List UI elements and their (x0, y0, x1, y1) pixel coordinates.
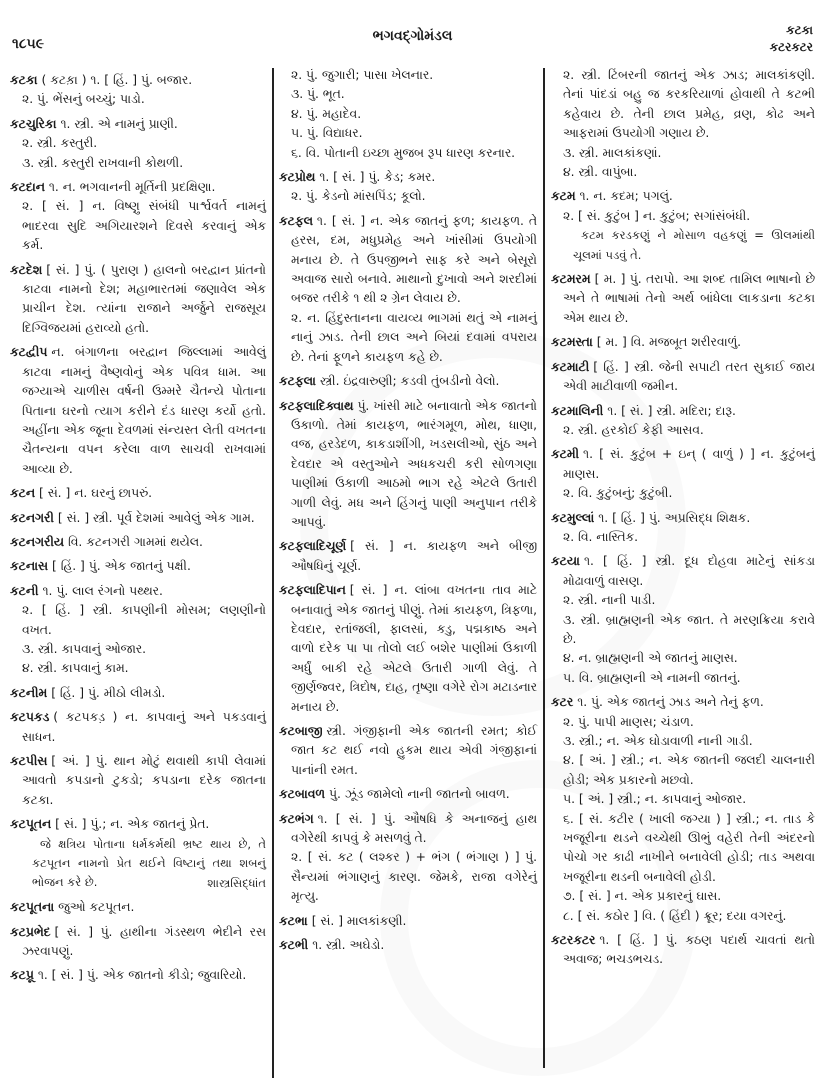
definition-text: ૫. વિ. બ્રાહ્મણની એ નામની જાતનું. (563, 670, 741, 685)
definition-text: ૨. સ્ત્રી. નાની પાડી. (563, 593, 656, 608)
dictionary-entry (551, 693, 815, 712)
entry-sense (551, 611, 815, 650)
entry-sense (279, 848, 537, 906)
dictionary-entry (10, 923, 266, 962)
entry-sense (10, 134, 266, 153)
definition-text: [ સં. ] ન. લાંબા વખતના તાવ માટે બનાવાતું એક જાતનું પીણું. તેમાં કાયફળ, ત્રિફળા, દેવદાર, રતાંજલી, ફાલસાં, કડુ, પદ્મકાષ્ઠ અને વાળો દરેક પા પા તોલો લઈ બશેર પાણીમાં ઉકાળી અર્ધું બાકી રહે એટલે ઉતારી ગાળી લેવું. તે જીર્ણજ્વર, ત્રિદોષ, દાહ, તૃષ્ણા વગેરે રોગ મટાડનાર મનાય છે. (291, 583, 537, 714)
guide-word-first: કટકા (786, 23, 813, 37)
headword: કટરકટર (551, 933, 596, 948)
entry-sense (551, 528, 815, 547)
headword: કટબાજી (279, 724, 323, 738)
entry-sense (10, 659, 266, 678)
dictionary-entry (279, 912, 537, 931)
entry-sense (551, 144, 815, 163)
dictionary-entry (551, 187, 815, 206)
entry-sense (279, 187, 537, 206)
definition-text: ૪. [ અં. ] સ્ત્રી.; ન. એક જાતની જલદી ચાલનારી હોડી; એક પ્રકારનો મછવો. (563, 753, 815, 787)
definition-text: [ અં. ] પું. થાન મોટું થવાથી કાપી લેવામાં આવતો કપડાનો ટુકડો; કપડાના દરેક જાતના કટકા. (22, 754, 266, 807)
definition-text: ૨. સ્ત્રી. ટિંબરની જાતનું એક ઝાડ; માલકાંકણી. તેનાં પાંદડાં બહુ જ કરકરિયાળાં હોવાથી તે કટભી કહેવાય છે. તેની છાલ પ્રમેહ, વ્રણ, કોઢ અને આફરામાં ઉપયોગી ગણાય છે. (563, 68, 815, 141)
headword: કટફલા (279, 374, 316, 389)
dictionary-entry (551, 270, 815, 328)
headword: કટમરમ (551, 272, 591, 287)
definition-text: [ સં. ] સ્ત્રી. પૂર્વ દેશમાં આવેલું એક ગામ. (57, 510, 255, 525)
definition-text: ૧. પું. એક જાતનું ઝાડ અને તેનું ફળ. (577, 695, 764, 710)
guide-word-last: કટરકટર (769, 40, 813, 54)
dictionary-entry (10, 966, 266, 985)
dictionary-entry (10, 752, 266, 810)
definition-text: ૫. [ અં. ] સ્ત્રી.; ન. કાપવાનું ઓજાર. (563, 792, 747, 807)
headword: કટમાટી (551, 359, 590, 374)
headword: કટપીસ (10, 754, 48, 768)
dictionary-entry (551, 445, 815, 484)
dictionary-entry (551, 333, 815, 352)
definition-text: [ સં. ] માલકાંકણી. (311, 913, 407, 928)
definition-text: ૨. [ સં. કુટુંબ ] ન. કુટુંબ; સગાંસંબંધી. (563, 208, 751, 223)
definition-text: ૪. સ્ત્રી. કાપવાનું કામ. (22, 661, 129, 676)
dictionary-entry (10, 115, 266, 134)
definition-text: ૧. સ્ત્રી. એ નામનું પ્રાણી. (60, 116, 178, 131)
entry-sense (10, 90, 266, 109)
definition-text: સ્ત્રી. ઇંદ્રવારુણી; કડવી તુંબડીનો વેલો. (319, 374, 500, 389)
definition-text: જુઓ કટપૂતન. (58, 900, 135, 915)
entry-sense (279, 144, 537, 163)
definition-text: ૭. [ સં. ] ન. એક પ્રકારનું ઘાસ. (563, 889, 722, 904)
headword: કટનગરી (10, 510, 54, 525)
headword: કટપકડ (10, 710, 50, 725)
definition-text: ૧. [ સં. ] ન. એક જાતનું ફળ; કાયફળ. તે હરસ, દમ, મધુપ્રમેહ અને ખાંસીમાં ઉપયોગી મનાય છે. તે ઉપજીભને સાફ કરે અને બેસૂરો અવાજ સારો બનાવે. માથાનો દુખાવો અને શરદીમાં બજર તરીકે ૧ થી ૨ ગ્રેન લેવાય છે. (291, 213, 537, 306)
entry-sense (551, 421, 815, 440)
dictionary-entry (10, 582, 266, 601)
page-number: ૧૮૫૯ (12, 36, 45, 52)
headword: કટનગરીય (10, 534, 64, 549)
headword: કટમાલિની (551, 403, 604, 418)
definition-text: ૧. [ સં. કુટુંબ + ઇન્ ( વાળું ) ] ન. કુટુંબનું માણસ. (563, 447, 815, 481)
definition-text: ૨. સ્ત્રી. કસ્તુરી. (22, 136, 98, 151)
headword: કટફલાદિપાન (279, 583, 346, 598)
column-1 (10, 66, 266, 986)
definition-text: [ મ. ] પું. તરાપો. આ શબ્દ તામિલ ભાષાનો છે અને તે ભાષામાં તેનો અર્થ બાંધેલા લાકડાના કટકા એમ થાય છે. (563, 272, 815, 325)
definition-text: ન. બંગાળના બરદ્વાન જિલ્લામાં આવેલું કાટવા નામનું વૈષ્ણવોનું એક પવિત્ર ધામ. આ જગ્યાએ ચાળીસ વર્ષની ઉમ્મરે ચૈતન્યે પોતાના પિતાના ઘરનો ત્યાગ કરીને દંડ ધારણ કર્યો હતો. અહીંના એક જૂના દેવળમાં સંન્યસ્ત લેતી વખતના ચૈતન્યના વપન કરેલા વાળ સાચવી રાખવામાં આવ્યા છે. (22, 345, 266, 476)
definition-text: કટમ કરડકણું ને મોસાળ વહકણું = ઊલમાંથી ચૂલમાં પડવું તે. (573, 228, 815, 262)
definition-text: ૩. સ્ત્રી. માલકાંકણાં. (563, 145, 662, 160)
entry-sense (551, 732, 815, 751)
definition-text: ૪. પું. મહાદેવ. (291, 106, 362, 121)
headword: કટયા (551, 554, 580, 569)
dictionary-entry (10, 71, 266, 90)
entry-sense (551, 887, 815, 906)
definition-text: ૨. સ્ત્રી. હરકોઈ કેફી આસવ. (563, 422, 704, 437)
headword: કટમસ્તા (551, 335, 593, 350)
dictionary-entry (10, 533, 266, 552)
dictionary-entry (10, 898, 266, 917)
headword: કટમ (551, 189, 576, 204)
definition-text: ૩. સ્ત્રી.; ન. એક ઘોડાવાળી નાની ગાડી. (563, 734, 753, 748)
column-divider (543, 68, 545, 1068)
column-3 (551, 66, 815, 970)
entry-sense (551, 484, 815, 503)
entry-sense (10, 197, 266, 255)
dictionary-entry (10, 684, 266, 703)
definition-text: [ સં. ] પું. હાથીના ગંડસ્થળ ભેદીને રસ ઝરવાપણું. (22, 924, 266, 959)
column-divider (272, 68, 274, 1078)
headword: કટચુરિકા (10, 116, 57, 131)
definition-text: ૧. [ સં. ] સ્ત્રી. મદિરા; દારૂ. (607, 403, 736, 418)
definition-text: પું. ખાંસી માટે બનાવાતો એક જાતનો ઉકાળો. તેમાં કાયફળ, ભારંગમૂળ, મોથ, ધાણા, વજ, હરડેદળ, કાકડાશીંગી, ખડસલીઓ, સુંઠ અને દેવદાર એ વસ્તુઓને અધકચરી કરી સોળગણા પાણીમાં ઉકાળી આઠમો ભાગ રહે એટલે ઉતારી ગાળી લેવું. મધ અને હિંગનું પાણી અનુપાન તરીકે આપવું. (291, 398, 537, 529)
headword: કટપ્રભેદ (10, 924, 51, 939)
definition-text: જે ક્ષત્રિય પોતાના ધર્મકર્મથી ભ્રષ્ટ થાય છે, તે કટપૂતન નામનો પ્રેત થઈને વિષ્ટાનું તથા શબનું ભોજન કરે છે. (32, 836, 266, 890)
headword: કટમી (551, 447, 580, 462)
headword: કટમુલ્લાં (551, 510, 595, 525)
definition-text: ૨. પું. પાપી માણસ; ચંડાળ. (563, 714, 694, 729)
definition-text: ૨. વિ. નાસ્તિક. (563, 529, 639, 544)
definition-text: ૧. [ સં. ] પું. ઔષધિ કે અનાજનું હાથ વગેરેથી કાપવું કે મસળવું તે. (291, 811, 537, 846)
headword: કટદેશ (10, 262, 43, 277)
definition-text: ૧. [ સં. ] પું. એક જાતનો કીડો; જુવારિયો. (37, 968, 247, 983)
definition-text: [ મ. ] વિ. મજબૂત શરીરવાળું. (596, 335, 742, 350)
dictionary-entry (279, 397, 537, 533)
definition-text: [ હિં. ] સ્ત્રી. જેની સપાટી તરત સુકાઈ જાય એવી માટીવાળી જમીન. (563, 359, 815, 394)
headword: કટકા (10, 73, 38, 87)
definition-text: વિ. કટનગરી ગામમાં થયેલ. (67, 534, 203, 549)
definition-text: [ સં. ] ન. ઘરનું છાપરું. (39, 486, 153, 501)
definition-text: પું. ઝૂંડ જામેલો નાની જાતનો બાવળ. (328, 787, 510, 802)
definition-text: ૨. [ સં. ] ન. વિષ્ણુ સંબંધી પાર્શ્વવર્ત નામનું ભાદરવા સુદિ અગિયારશને દિવસે કરવાનું એક કર્મ. (22, 199, 266, 253)
dictionary-entry (279, 810, 537, 849)
running-title: ભગવદ્ગોમંડલ (372, 28, 453, 44)
definition-text: [ સં. ] પું. ( પુરાણ ) હાલનો બરદ્વાન પ્રાંતનો કાટવા નામનો દેશ; મહાભારતમાં જણાવેલ એક પ્રાચીન દેશ. ત્યાંના રાજાને અર્જુને રાજસૂય દિગ્વિજયમાં હરાવ્યો હતો. (22, 262, 266, 335)
definition-text: સ્ત્રી. ગંજીફાની એક જાતની રમત; કોઈ જાત કટ થઈ નવો હુકમ થાય એવી ગંજીફાનાં પાનાંની રમત. (291, 724, 537, 777)
dictionary-entry (10, 509, 266, 528)
entry-sense (279, 124, 537, 143)
headword: કટદાન (10, 180, 45, 195)
definition-text: ૧. [ સં. ] પું. કેડ; કમર. (319, 170, 436, 185)
headword: કટપૂતના (10, 900, 55, 915)
headword: કટભંગ (279, 811, 314, 826)
dictionary-entry (279, 372, 537, 391)
headword: કટપૂતન (10, 817, 52, 832)
entry-sense (10, 601, 266, 640)
definition-text: ૩. સ્ત્રી. કાપવાનું ઓજાર. (22, 641, 146, 656)
definition-text: ૧. ન. ભગવાનની મૂર્તિની પ્રદક્ષિણા. (48, 180, 216, 195)
dictionary-entry (10, 343, 266, 479)
entry-quotation (551, 226, 815, 265)
definition-text: ૧. ન. કદમ; પગલું. (579, 189, 673, 204)
dictionary-entry (279, 936, 537, 955)
headword: કટન (10, 486, 35, 501)
definition-text: શાસ્ત્રસિદ્ધાંત (207, 875, 266, 890)
entry-sense (10, 640, 266, 659)
dictionary-entry (551, 552, 815, 591)
definition-text: ૨. વિ. કુટુંબનું; કુટુંબી. (563, 486, 673, 501)
dictionary-entry (10, 708, 266, 747)
entry-sense (551, 207, 815, 226)
entry-sense (551, 669, 815, 688)
definition-text: ૧. [ હિં. ] પું. કઠણ પદાર્થ ચાવતાં થતો અવાજ; ભચડભચડ. (563, 933, 815, 967)
definition-text: ૪. ન. બ્રાહ્મણની એ જાતનું માણસ. (563, 651, 738, 666)
dictionary-entry (551, 931, 815, 970)
headword: કટફલાદિચૂર્ણ (279, 539, 347, 554)
definition-text: ( કટપકડ઼ ) ન. કાપવાનું અને પકડવાનું સાધન. (22, 710, 266, 744)
definition-text: ૨. ન. હિંદુસ્તાનના વાયવ્ય ભાગમાં થતું એ નામનું નાનું ઝાડ. તેની છાલ અને બિયાં દવામાં વપરાય છે. તેનાં ફૂળને કાયફળ કહે છે. (291, 310, 537, 364)
definition-text: ૪. સ્ત્રી. વાપુંબા. (563, 165, 638, 180)
definition-text: [ સં. ] ન. કાયફળ અને બીજી ઔષધિનું ચૂર્ણ. (291, 539, 537, 573)
headword: કટદ્વીપ (10, 345, 48, 360)
entry-sense (279, 66, 537, 85)
definition-text: ૧. [ હિં. ] પું. અપ્રસિદ્ધ શિક્ષક. (598, 510, 751, 525)
entry-sense (551, 907, 815, 926)
entry-sense (551, 649, 815, 668)
headword: કટફલાદિક્વાથ (279, 398, 354, 413)
headword: કટર (551, 695, 574, 710)
definition-text: [ હિં. ] પું. એક જાતનું પક્ષી. (51, 559, 191, 574)
headword: કટનાસ (10, 559, 48, 574)
definition-text: ૨. પું. ભેંસનું બચ્ચું; પાડો. (22, 92, 145, 107)
dictionary-entry (10, 178, 266, 197)
entry-sense (279, 85, 537, 104)
definition-text: ૧. સ્ત્રી. અઘેડો. (312, 938, 385, 953)
dictionary-entry (551, 402, 815, 421)
headword: કટભી (279, 938, 309, 953)
entry-sense (279, 309, 537, 367)
definition-text: ૩. સ્ત્રી. કસ્તુરી રાખવાની કોથળી. (22, 155, 184, 170)
headword: કટનીમ (10, 685, 48, 700)
dictionary-entry (279, 168, 537, 187)
headword: કટની (10, 583, 39, 598)
dictionary-entry (279, 212, 537, 309)
dictionary-entry (279, 581, 537, 717)
definition-text: ૧. પું. લાલ રંગનો પથ્થર. (42, 583, 163, 598)
definition-text: ૨. [ હિં. ] સ્ત્રી. કાપણીની મોસમ; લણણીનો વખત. (22, 603, 266, 637)
entry-sense (279, 105, 537, 124)
dictionary-entry (10, 557, 266, 576)
definition-text: ૮. [ સં. કઠોર ] વિ. ( હિંદી ) ક્રૂર; દયા વગરનું. (563, 908, 787, 923)
dictionary-entry (279, 722, 537, 780)
dictionary-entry (551, 358, 815, 397)
dictionary-entry (10, 815, 266, 834)
column-2 (279, 66, 537, 955)
headword: કટપ્રૂ (10, 968, 34, 983)
headword: કટપ્રોથ (279, 170, 316, 185)
dictionary-entry (10, 484, 266, 503)
definition-text: ૨. [ સં. કટ ( લશ્કર ) + ભંગ ( ભંગાણ ) ] પું. સૈન્યમાં ભંગાણનું કારણ. જેમકે, રાજા વગેરેનું મૃત્યુ. (291, 850, 537, 904)
definition-text: [ હિં. ] પું. મીઠો લીમડો. (51, 685, 166, 700)
definition-text: ૨. પું. જુગારી; પાસા ખેલનાર. (291, 68, 434, 82)
entry-sense (551, 163, 815, 182)
dictionary-entry (551, 509, 815, 528)
guide-words (770, 22, 813, 56)
entry-sense (551, 66, 815, 144)
entry-sense (551, 751, 815, 790)
definition-text: ( કટક઼ા ) ૧. [ હિં. ] પું. બજાર. (41, 73, 193, 87)
entry-sense (551, 790, 815, 809)
definition-text: ૩. પું. ભૂત. (291, 87, 345, 102)
dictionary-entry (279, 785, 537, 804)
headword: કટભા (279, 913, 308, 928)
entry-sense (551, 591, 815, 610)
entry-sense (551, 713, 815, 732)
page-header (0, 0, 825, 62)
definition-text: ૧. [ હિં. ] સ્ત્રી. દૂધ દોહવા માટેનું સાંકડા મોઢાવાળું વાસણ. (563, 554, 815, 588)
dictionary-entry (279, 537, 537, 576)
headword: કટબાવળ (279, 787, 325, 802)
definition-text: ૩. સ્ત્રી. બ્રાહ્મણની એક જાત. તે મરણક્રિયા કરાવે છે. (563, 612, 815, 646)
definition-text: ૬. [ સં. કટીર ( ખાલી જગ્યા ) ] સ્ત્રી.; ન. તાડ કે ખજૂરીના થડને વચ્ચેથી ઊભું વહેરી તેની અંદરનો પોચો ગર કાઢી નાખીને બનાવેલી હોડી; તાડ અથવા ખજૂરીના થડની બનાવેલી હોડી. (563, 811, 815, 884)
entry-sense (10, 154, 266, 173)
entry-sense (551, 810, 815, 888)
definition-text: ૨. પું. કેડનો માંસપિંડ; કૂલો. (291, 189, 426, 204)
definition-text: [ સં. ] પું.; ન. એક જાતનું પ્રેત. (55, 817, 210, 832)
definition-text: ૬. વિ. પોતાની ઇચ્છા મુજબ રૂપ ધારણ કરનાર. (291, 145, 516, 160)
headword: કટફલ (279, 213, 313, 228)
dictionary-entry (10, 261, 266, 339)
definition-text: ૫. પું. વિદ્યાધર. (291, 126, 363, 141)
